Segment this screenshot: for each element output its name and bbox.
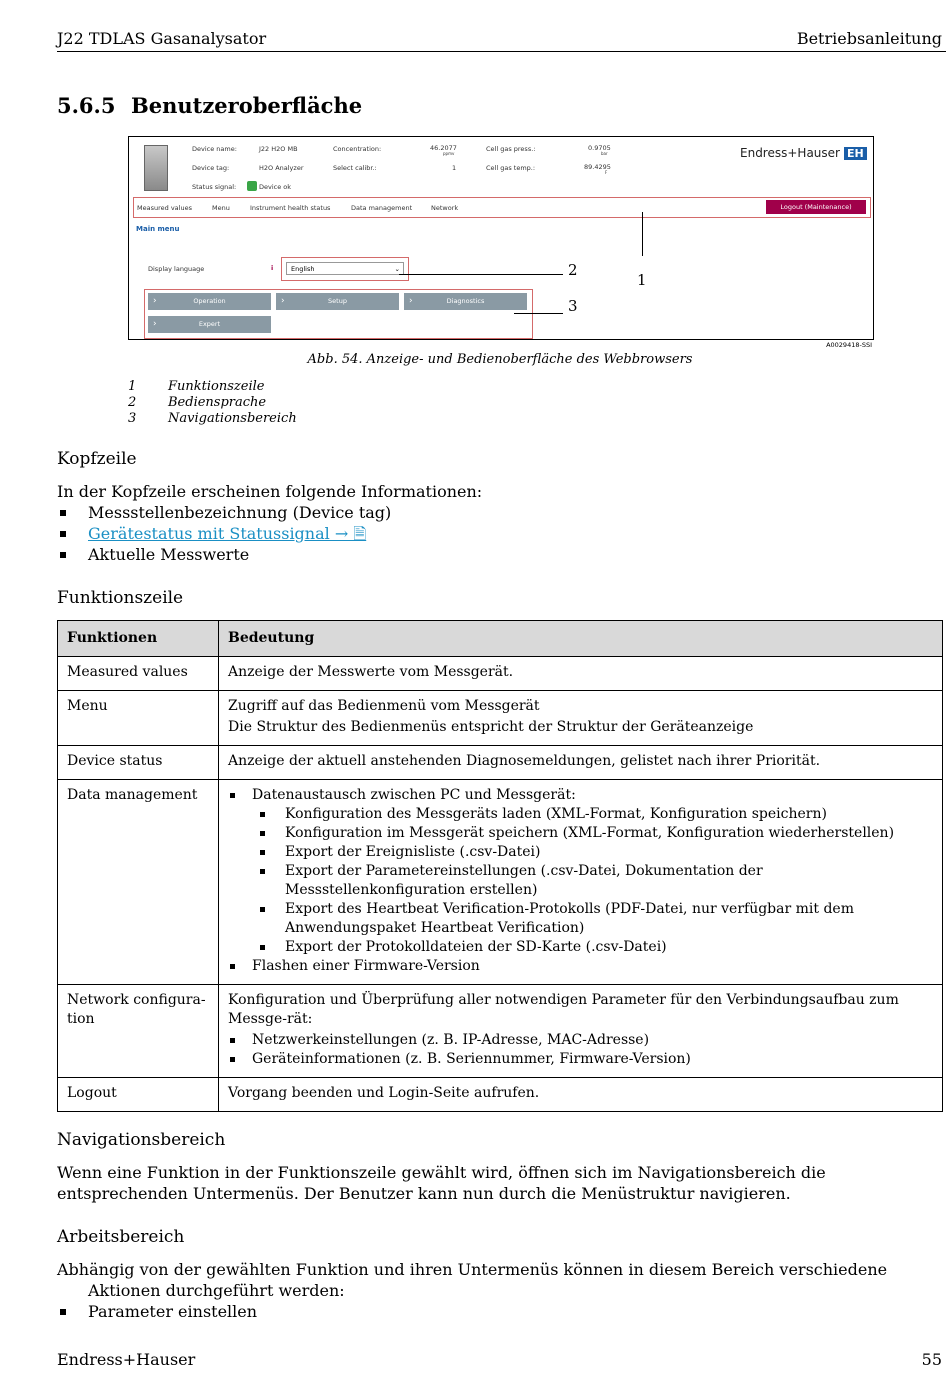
nav-operation-button[interactable]: › Operation <box>148 293 271 310</box>
chevron-down-icon: ⌄ <box>394 265 400 273</box>
table-header-row <box>58 621 943 657</box>
figure-id: A0029418-SSI <box>826 341 872 349</box>
chevron-right-icon: › <box>153 296 157 306</box>
tab-measured-values[interactable]: Measured values <box>137 204 192 212</box>
language-select[interactable]: English ⌄ <box>286 262 404 275</box>
tab-menu[interactable]: Menu <box>212 204 230 212</box>
cell-temp-value: 89.4295 <box>584 163 611 171</box>
concentration-unit: ppmv <box>443 151 455 156</box>
logout-button[interactable]: Logout (Maintenance) <box>766 200 866 214</box>
legend-item: 2 Bediensprache <box>128 395 267 410</box>
brand-logo: Endress+Hauser EH <box>740 146 867 160</box>
header-doc-title: J22 TDLAS Gasanalysator <box>57 29 267 48</box>
callout-line-2 <box>399 274 563 275</box>
heading-arbeitsbereich: Arbeitsbereich <box>57 1227 185 1247</box>
table-row: Data management Datenaustausch zwischen PC und Messgerät: Konfiguration des Messgeräts laden (XML-Format, Konfiguration speichern) Konfiguration im Messgerät speichern (XML-Format, Konfiguration wiederherstellen) Export der Ereignisliste (.csv-Datei) Export der Parametereinstellungen (.csv-Datei, Dokumentation der Messstellenkonfiguration erstellen) Export des Heartbeat Verification-Protokolls (PDF-Datei, nur verfügbar mit dem Anwendungspaket Heartbeat Verification) Export der Protokolldateien der SD-Karte (.csv-Datei) Flashen einer Firmware-Version <box>58 780 943 985</box>
table-row: Measured values Anzeige der Messwerte vom Messgerät. <box>58 657 943 691</box>
heading-kopfzeile: Kopfzeile <box>57 449 137 469</box>
cell-press-label: Cell gas press.: <box>486 145 536 153</box>
callout-number-1: 1 <box>637 271 647 289</box>
figure-caption: Abb. 54. Anzeige- und Bedienoberfläche des Webbrowsers <box>307 352 693 367</box>
column-header-functions: Funktionen <box>58 621 219 657</box>
figure-legend <box>128 379 297 427</box>
callout-number-2: 2 <box>568 261 578 279</box>
callout-line-3 <box>514 313 563 314</box>
device-tag-label: Device tag: <box>192 164 230 172</box>
section-number: 5.6.5 <box>57 93 116 118</box>
cell-temp-unit: F <box>605 170 608 175</box>
concentration-value: 46.2077 <box>430 144 457 152</box>
device-image <box>144 145 168 191</box>
callout-number-3: 3 <box>568 297 578 315</box>
section-title: Benutzeroberfläche <box>131 93 363 118</box>
column-header-meaning: Bedeutung <box>219 621 943 657</box>
nav-expert-button[interactable]: › Expert <box>148 316 271 333</box>
arbeitsbereich-content <box>57 1259 927 1322</box>
cell-press-unit: bar <box>601 151 608 156</box>
language-select-frame <box>281 257 409 281</box>
concentration-label: Concentration: <box>333 145 382 153</box>
status-signal-link[interactable]: Gerätestatus mit Statussignal → 🗎 <box>88 524 367 543</box>
heading-funktionszeile: Funktionszeile <box>57 588 184 608</box>
function-bar <box>133 197 871 218</box>
chevron-right-icon: › <box>153 319 157 329</box>
kopfzeile-intro: In der Kopfzeile erscheinen folgende Informationen: <box>57 482 483 501</box>
cell-temp-label: Cell gas temp.: <box>486 164 536 172</box>
list-item: Aktuelle Messwerte <box>57 544 482 565</box>
device-tag-value: H2O Analyzer <box>259 164 304 172</box>
tab-instrument-health[interactable]: Instrument health status <box>250 204 331 212</box>
info-icon[interactable]: i <box>271 264 274 272</box>
chevron-right-icon: › <box>281 296 285 306</box>
device-name-value: J22 H2O MB <box>259 145 298 153</box>
arbeitsbereich-text: Abhängig von der gewählten Funktion und ihren Untermenüs können in diesem Bereich verschiedene Aktionen durchgeführt werden: <box>57 1260 888 1300</box>
select-calibr-value: 1 <box>452 164 457 172</box>
main-menu-title: Main menu <box>136 225 180 233</box>
table-row: Device status Anzeige der aktuell anstehenden Diagnosemeldungen, gelistet nach ihrer Priorität. <box>58 746 943 780</box>
navigationsbereich-text: Wenn eine Funktion in der Funktionszeile gewählt wird, öffnen sich im Navigationsbereich die entsprechenden Untermenüs. Der Benutzer kann nun durch die Menüstruktur navigieren. <box>57 1163 826 1203</box>
page-number: 55 <box>921 1350 942 1369</box>
header-doc-type: Betriebsanleitung <box>796 29 942 48</box>
list-item: Messstellenbezeichnung (Device tag) <box>57 502 482 523</box>
legend-item: 3 Navigationsbereich <box>128 411 297 426</box>
table-row: Network configura-tion Konfiguration und Überprüfung aller notwendigen Parameter für den Verbindungsaufbau zum Messge-rät: Netzwerkeinstellungen (z. B. IP-Adresse, MAC-Adresse) Geräteinformationen (z. B. Seriennummer, Firmware-Version) <box>58 985 943 1078</box>
chevron-right-icon: › <box>409 296 413 306</box>
list-item <box>57 523 482 544</box>
select-calibr-label: Select calibr.: <box>333 164 377 172</box>
kopfzeile-content <box>57 481 482 565</box>
list-item: Parameter einstellen <box>57 1301 927 1322</box>
tab-network[interactable]: Network <box>431 204 459 212</box>
legend-item: 1 Funktionszeile <box>128 379 265 394</box>
heading-navigationsbereich: Navigationsbereich <box>57 1130 226 1150</box>
display-language-label: Display language <box>148 265 205 273</box>
webbrowser-screenshot-figure <box>128 136 874 340</box>
header-rule <box>57 51 946 52</box>
tab-data-management[interactable]: Data management <box>351 204 413 212</box>
table-row: Logout Vorgang beenden und Login-Seite aufrufen. <box>58 1078 943 1112</box>
nav-diagnostics-button[interactable]: › Diagnostics <box>404 293 527 310</box>
table-row: Menu Zugriff auf das Bedienmenü vom Messgerät Die Struktur des Bedienmenüs entspricht der Struktur der Geräteanzeige <box>58 691 943 746</box>
callout-line-1 <box>642 212 643 256</box>
footer-brand: Endress+Hauser <box>57 1350 196 1369</box>
function-table <box>57 620 943 1112</box>
nav-setup-button[interactable]: › Setup <box>276 293 399 310</box>
status-ok-icon <box>247 181 257 191</box>
navigation-area <box>144 289 533 339</box>
device-name-label: Device name: <box>192 145 237 153</box>
cell-press-value: 0.9705 <box>588 144 611 152</box>
status-signal-label: Status signal: <box>192 183 237 191</box>
status-signal-value: Device ok <box>259 183 292 191</box>
